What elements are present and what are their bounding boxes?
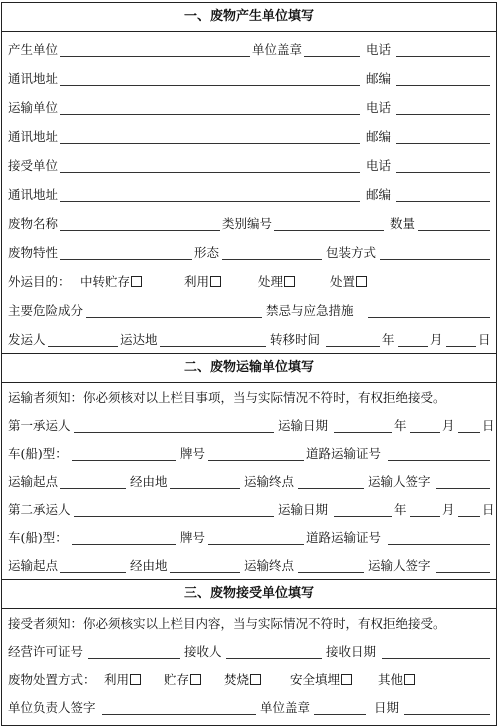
quantity-label: 数量 xyxy=(390,216,416,231)
disposal-option-storage[interactable]: 贮存 xyxy=(164,670,201,690)
end-point-label: 运输终点 xyxy=(244,558,295,573)
transfer-day-field[interactable] xyxy=(446,346,476,347)
row-waste-property xyxy=(8,243,490,263)
first-carrier-label: 第一承运人 xyxy=(8,418,71,433)
responsible-signature-label: 单位负责人签字 xyxy=(8,700,96,715)
purpose-label: 外运目的： xyxy=(8,274,71,289)
packing-method-label: 包装方式 xyxy=(326,245,377,260)
first-via-field[interactable] xyxy=(170,488,240,489)
second-carrier-label: 第二承运人 xyxy=(8,502,71,517)
vehicle-type-label: 车(船)型： xyxy=(8,530,68,545)
receiver-unit-seal-field[interactable] xyxy=(314,714,366,715)
via-label: 经由地 xyxy=(130,558,168,573)
waste-name-label: 废物名称 xyxy=(8,216,59,231)
plate-no-label: 牌号 xyxy=(180,446,206,461)
disposal-label: 废物处置方式： xyxy=(8,672,96,687)
purpose-option-utilize[interactable]: 利用 xyxy=(184,272,221,292)
via-label: 经由地 xyxy=(130,474,168,489)
receiver-unit-field[interactable] xyxy=(60,172,360,173)
row-first-vehicle xyxy=(8,444,490,464)
row-disposal xyxy=(8,670,490,690)
second-transport-day-field[interactable] xyxy=(458,516,480,517)
taboo-emergency-field[interactable] xyxy=(368,317,490,318)
row-purpose xyxy=(8,272,490,292)
transport-phone-field[interactable] xyxy=(396,114,490,115)
transport-date-label: 运输日期 xyxy=(278,502,329,517)
row-carrier-notice xyxy=(8,388,490,408)
license-no-field[interactable] xyxy=(88,658,180,659)
row-second-vehicle xyxy=(8,528,490,548)
producer-postcode-field[interactable] xyxy=(396,85,490,86)
unit-seal-field[interactable] xyxy=(304,56,360,57)
shipper-field[interactable] xyxy=(48,346,118,347)
second-end-point-field[interactable] xyxy=(298,572,364,573)
plate-no-label: 牌号 xyxy=(180,530,206,545)
row-responsible xyxy=(8,698,490,718)
first-transport-day-field[interactable] xyxy=(458,432,480,433)
waste-name-field[interactable] xyxy=(60,230,220,231)
year-label: 年 xyxy=(382,332,395,347)
unit-seal-label: 单位盖章 xyxy=(252,42,303,57)
row-second-route xyxy=(8,556,490,576)
checkbox-icon[interactable] xyxy=(356,276,367,287)
transport-unit-label: 运输单位 xyxy=(8,100,59,115)
row-shipper xyxy=(8,330,490,350)
day-label: 日 xyxy=(478,332,491,347)
vehicle-type-label: 车(船)型： xyxy=(8,446,68,461)
license-no-label: 经营许可证号 xyxy=(8,644,84,659)
checkbox-icon[interactable] xyxy=(210,276,221,287)
postcode-label: 邮编 xyxy=(366,71,392,86)
transfer-time-label: 转移时间 xyxy=(270,332,321,347)
mail-address-label: 通讯地址 xyxy=(8,129,59,144)
transport-date-label: 运输日期 xyxy=(278,418,329,433)
checkbox-icon[interactable] xyxy=(250,674,261,685)
row-second-carrier xyxy=(8,500,495,520)
carrier-notice: 运输者须知：你必须核对以上栏目事项，当与实际情况不符时，有权拒绝接受。 xyxy=(8,390,446,405)
receiver-address-field[interactable] xyxy=(60,201,360,202)
mail-address-label: 通讯地址 xyxy=(8,71,59,86)
purpose-option-transfer-storage[interactable]: 中转贮存 xyxy=(80,272,142,292)
start-point-label: 运输起点 xyxy=(8,474,59,489)
day-label: 日 xyxy=(482,502,495,517)
receiver-label: 接收人 xyxy=(184,644,222,659)
second-vehicle-type-field[interactable] xyxy=(72,544,176,545)
disposal-option-landfill[interactable]: 安全填埋 xyxy=(290,670,352,690)
checkbox-icon[interactable] xyxy=(131,276,142,287)
phone-label: 电话 xyxy=(366,158,392,173)
form-field[interactable] xyxy=(222,259,322,260)
first-vehicle-type-field[interactable] xyxy=(72,460,176,461)
carrier-signature-label: 运输人签字 xyxy=(368,558,431,573)
row-receiver-unit xyxy=(8,156,490,176)
checkbox-icon[interactable] xyxy=(404,674,415,685)
first-carrier-signature-field[interactable] xyxy=(436,488,490,489)
disposal-option-utilize[interactable]: 利用 xyxy=(104,670,141,690)
first-transport-year-field[interactable] xyxy=(334,432,392,433)
first-road-license-field[interactable] xyxy=(388,460,490,461)
second-plate-no-field[interactable] xyxy=(208,544,304,545)
transport-postcode-field[interactable] xyxy=(396,143,490,144)
row-producer xyxy=(8,40,490,60)
second-via-field[interactable] xyxy=(170,572,240,573)
section2-title: 二、废物运输单位填写 xyxy=(2,353,496,383)
row-license xyxy=(8,642,490,662)
first-transport-month-field[interactable] xyxy=(410,432,440,433)
transport-address-field[interactable] xyxy=(60,143,360,144)
first-start-point-field[interactable] xyxy=(60,488,126,489)
producer-address-field[interactable] xyxy=(60,85,360,86)
destination-label: 运达地 xyxy=(120,332,158,347)
year-label: 年 xyxy=(394,418,407,433)
mail-address-label: 通讯地址 xyxy=(8,187,59,202)
purpose-option-treat[interactable]: 处理 xyxy=(258,272,295,292)
receiver-field[interactable] xyxy=(226,658,322,659)
receiver-postcode-field[interactable] xyxy=(396,201,490,202)
second-transport-month-field[interactable] xyxy=(410,516,440,517)
row-transport-address xyxy=(8,127,490,147)
row-first-carrier xyxy=(8,416,495,436)
main-hazard-field[interactable] xyxy=(86,317,262,318)
row-receiver-address xyxy=(8,185,490,205)
category-code-label: 类别编号 xyxy=(222,216,273,231)
first-plate-no-field[interactable] xyxy=(208,460,304,461)
receiver-notice: 接受者须知：你必须核实以上栏目内容，当与实际情况不符时，有权拒绝接受。 xyxy=(8,616,446,631)
transfer-year-field[interactable] xyxy=(326,346,380,347)
row-waste-name xyxy=(8,214,490,234)
phone-label: 电话 xyxy=(366,42,392,57)
checkbox-icon[interactable] xyxy=(190,674,201,685)
waste-transfer-form xyxy=(1,2,497,726)
end-point-label: 运输终点 xyxy=(244,474,295,489)
taboo-emergency-label: 禁忌与应急措施 xyxy=(266,303,354,318)
checkbox-icon[interactable] xyxy=(130,674,141,685)
row-transport-unit xyxy=(8,98,490,118)
second-carrier-field[interactable] xyxy=(74,516,274,517)
checkbox-icon[interactable] xyxy=(284,276,295,287)
waste-property-field[interactable] xyxy=(60,259,192,260)
second-transport-year-field[interactable] xyxy=(334,516,392,517)
date-label: 日期 xyxy=(374,700,400,715)
second-start-point-field[interactable] xyxy=(60,572,126,573)
producer-unit-field[interactable] xyxy=(60,56,250,57)
month-label: 月 xyxy=(442,418,455,433)
unit-seal-label: 单位盖章 xyxy=(260,700,311,715)
row-receiver-notice xyxy=(8,614,490,634)
receiver-unit-label: 接受单位 xyxy=(8,158,59,173)
section3-title: 三、废物接受单位填写 xyxy=(2,579,496,609)
section1-title: 一、废物产生单位填写 xyxy=(2,3,496,32)
postcode-label: 邮编 xyxy=(366,187,392,202)
responsible-signature-field[interactable] xyxy=(102,714,256,715)
receive-date-label: 接收日期 xyxy=(326,644,377,659)
phone-field[interactable] xyxy=(396,56,490,57)
first-end-point-field[interactable] xyxy=(298,488,364,489)
day-label: 日 xyxy=(482,418,495,433)
category-code-field[interactable] xyxy=(274,230,384,231)
producer-unit-label: 产生单位 xyxy=(8,42,59,57)
packing-method-field[interactable] xyxy=(380,259,490,260)
row-main-hazard xyxy=(8,301,490,321)
receiver-date-field[interactable] xyxy=(404,714,490,715)
postcode-label: 邮编 xyxy=(366,129,392,144)
form-label: 形态 xyxy=(194,245,220,260)
road-license-label: 道路运输证号 xyxy=(306,446,382,461)
transfer-month-field[interactable] xyxy=(398,346,428,347)
transport-unit-field[interactable] xyxy=(60,114,360,115)
year-label: 年 xyxy=(394,502,407,517)
first-carrier-field[interactable] xyxy=(74,432,274,433)
waste-property-label: 废物特性 xyxy=(8,245,59,260)
start-point-label: 运输起点 xyxy=(8,558,59,573)
second-carrier-signature-field[interactable] xyxy=(436,572,490,573)
main-hazard-label: 主要危险成分 xyxy=(8,303,84,318)
receive-date-field[interactable] xyxy=(382,658,490,659)
receiver-phone-field[interactable] xyxy=(396,172,490,173)
destination-field[interactable] xyxy=(160,346,266,347)
disposal-option-other[interactable]: 其他 xyxy=(378,670,415,690)
purpose-option-dispose[interactable]: 处置 xyxy=(330,272,367,292)
quantity-field[interactable] xyxy=(418,230,490,231)
second-road-license-field[interactable] xyxy=(388,544,490,545)
month-label: 月 xyxy=(430,332,443,347)
checkbox-icon[interactable] xyxy=(341,674,352,685)
carrier-signature-label: 运输人签字 xyxy=(368,474,431,489)
row-producer-address xyxy=(8,69,490,89)
road-license-label: 道路运输证号 xyxy=(306,530,382,545)
phone-label: 电话 xyxy=(366,100,392,115)
disposal-option-incinerate[interactable]: 焚烧 xyxy=(224,670,261,690)
shipper-label: 发运人 xyxy=(8,332,46,347)
month-label: 月 xyxy=(442,502,455,517)
row-first-route xyxy=(8,472,490,492)
